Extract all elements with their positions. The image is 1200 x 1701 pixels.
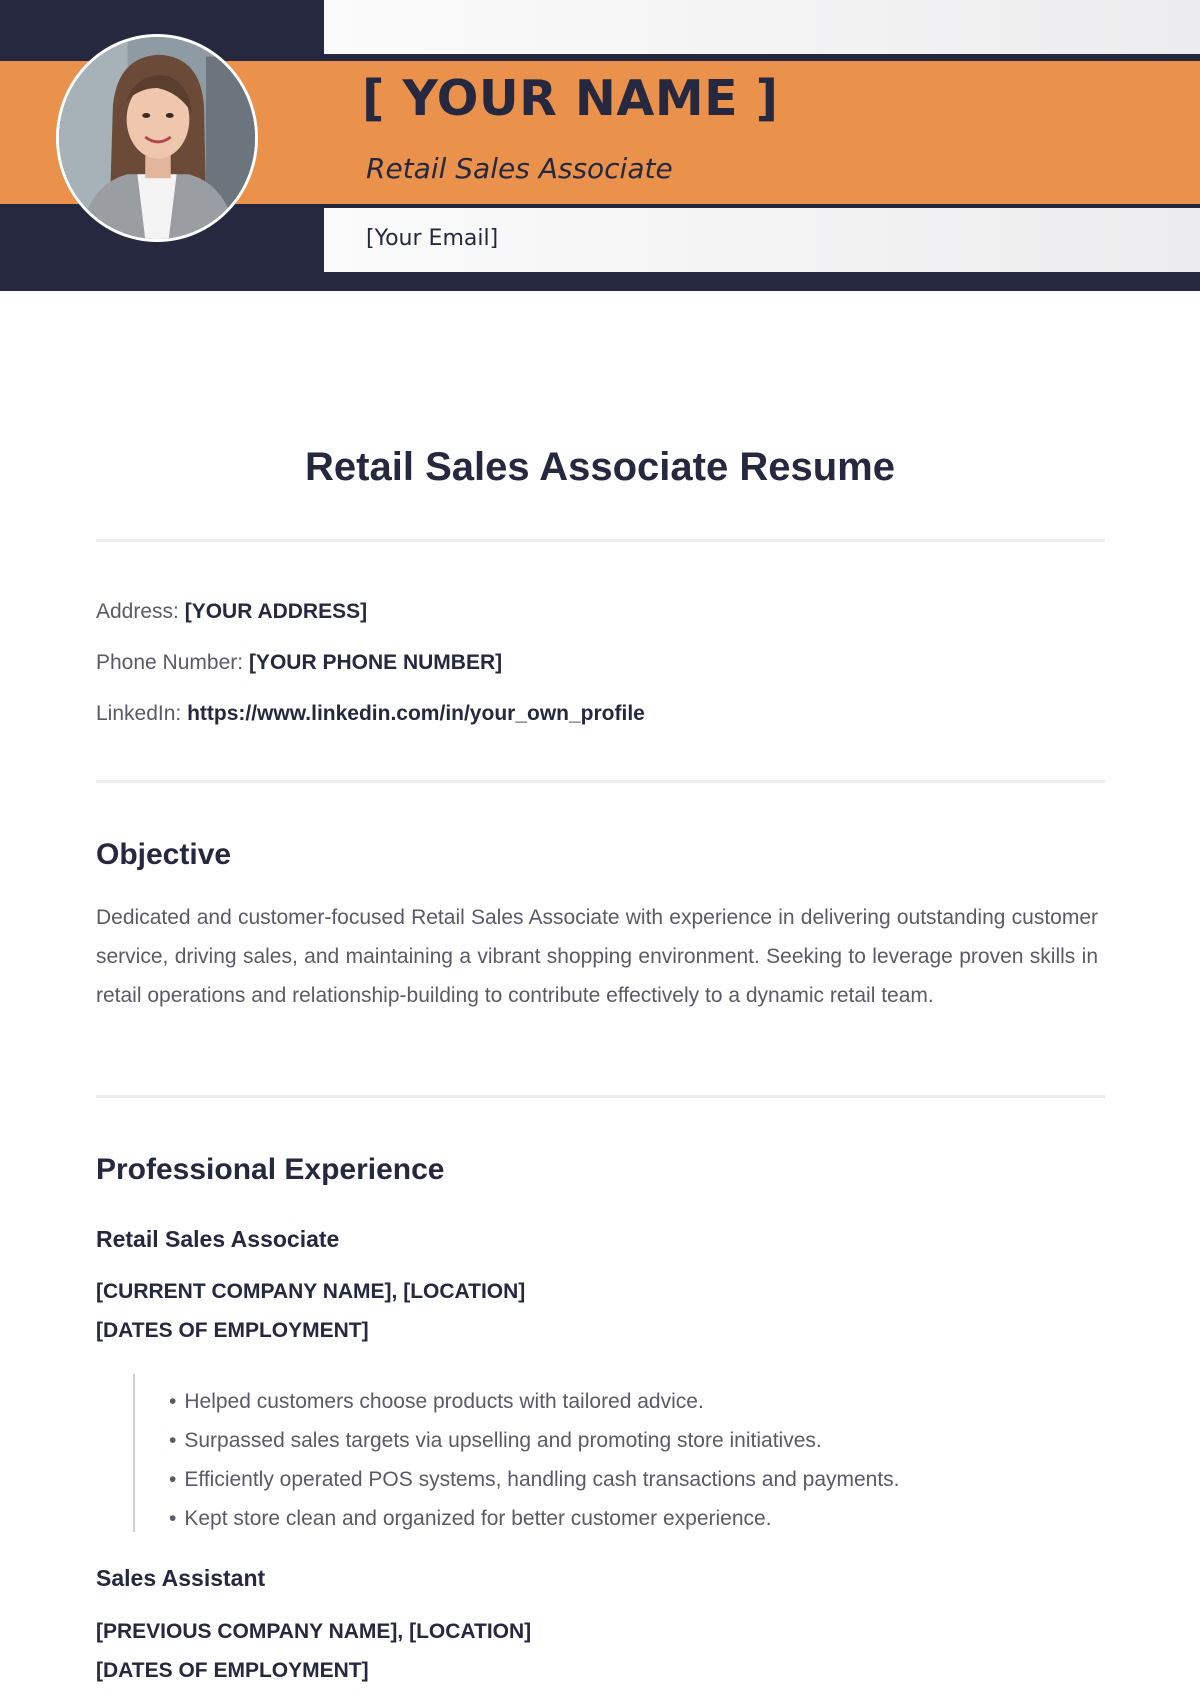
contact-linkedin [96,702,645,726]
list-item: • Kept store clean and organized for better customer experience. [169,1499,900,1538]
job-dates: [DATES OF EMPLOYMENT] [96,1319,369,1342]
linkedin-label: LinkedIn: [96,702,182,725]
phone-label: Phone Number: [96,651,244,674]
page-title: Retail Sales Associate Resume [305,445,895,489]
address-label: Address: [96,600,179,623]
contact-address [96,600,367,624]
job-title: Retail Sales Associate [96,1226,340,1252]
candidate-email: [Your Email] [366,226,499,251]
linkedin-link[interactable]: https://www.linkedin.com/in/your_own_profile [187,702,645,725]
job-responsibilities [133,1374,900,1532]
divider [96,1095,1105,1098]
divider [96,780,1105,783]
contact-phone [96,651,502,675]
profile-photo [56,34,258,242]
divider [96,539,1105,542]
list-item: • Helped customers choose products with tailored advice. [169,1382,900,1421]
profile-photo-illustration [59,37,255,239]
list-item: • Surpassed sales targets via upselling and promoting store initiatives. [169,1421,900,1460]
resume-header [0,0,1200,291]
address-value: [YOUR ADDRESS] [184,600,368,623]
candidate-job-title: Retail Sales Associate [366,152,673,185]
objective-text: Dedicated and customer-focused Retail Sales Associate with experience in delivering outstanding customer service, driving sales, and maintaining a vibrant shopping environment. Seeking to leverage proven skills in retail operations and relationship-building to contribute effectively to a dynamic retail team. [96,906,1098,1007]
list-item: • Efficiently operated POS systems, handling cash transactions and payments. [169,1460,900,1499]
objective-heading: Objective [96,838,232,871]
job-dates: [DATES OF EMPLOYMENT] [96,1659,369,1682]
candidate-name: [ YOUR NAME ] [362,70,779,127]
experience-heading: Professional Experience [96,1153,445,1186]
job-company: [CURRENT COMPANY NAME], [LOCATION] [96,1280,526,1303]
job-title: Sales Assistant [96,1565,266,1591]
phone-value: [YOUR PHONE NUMBER] [248,651,503,674]
header-top-band [324,0,1200,54]
job-company: [PREVIOUS COMPANY NAME], [LOCATION] [96,1620,532,1643]
